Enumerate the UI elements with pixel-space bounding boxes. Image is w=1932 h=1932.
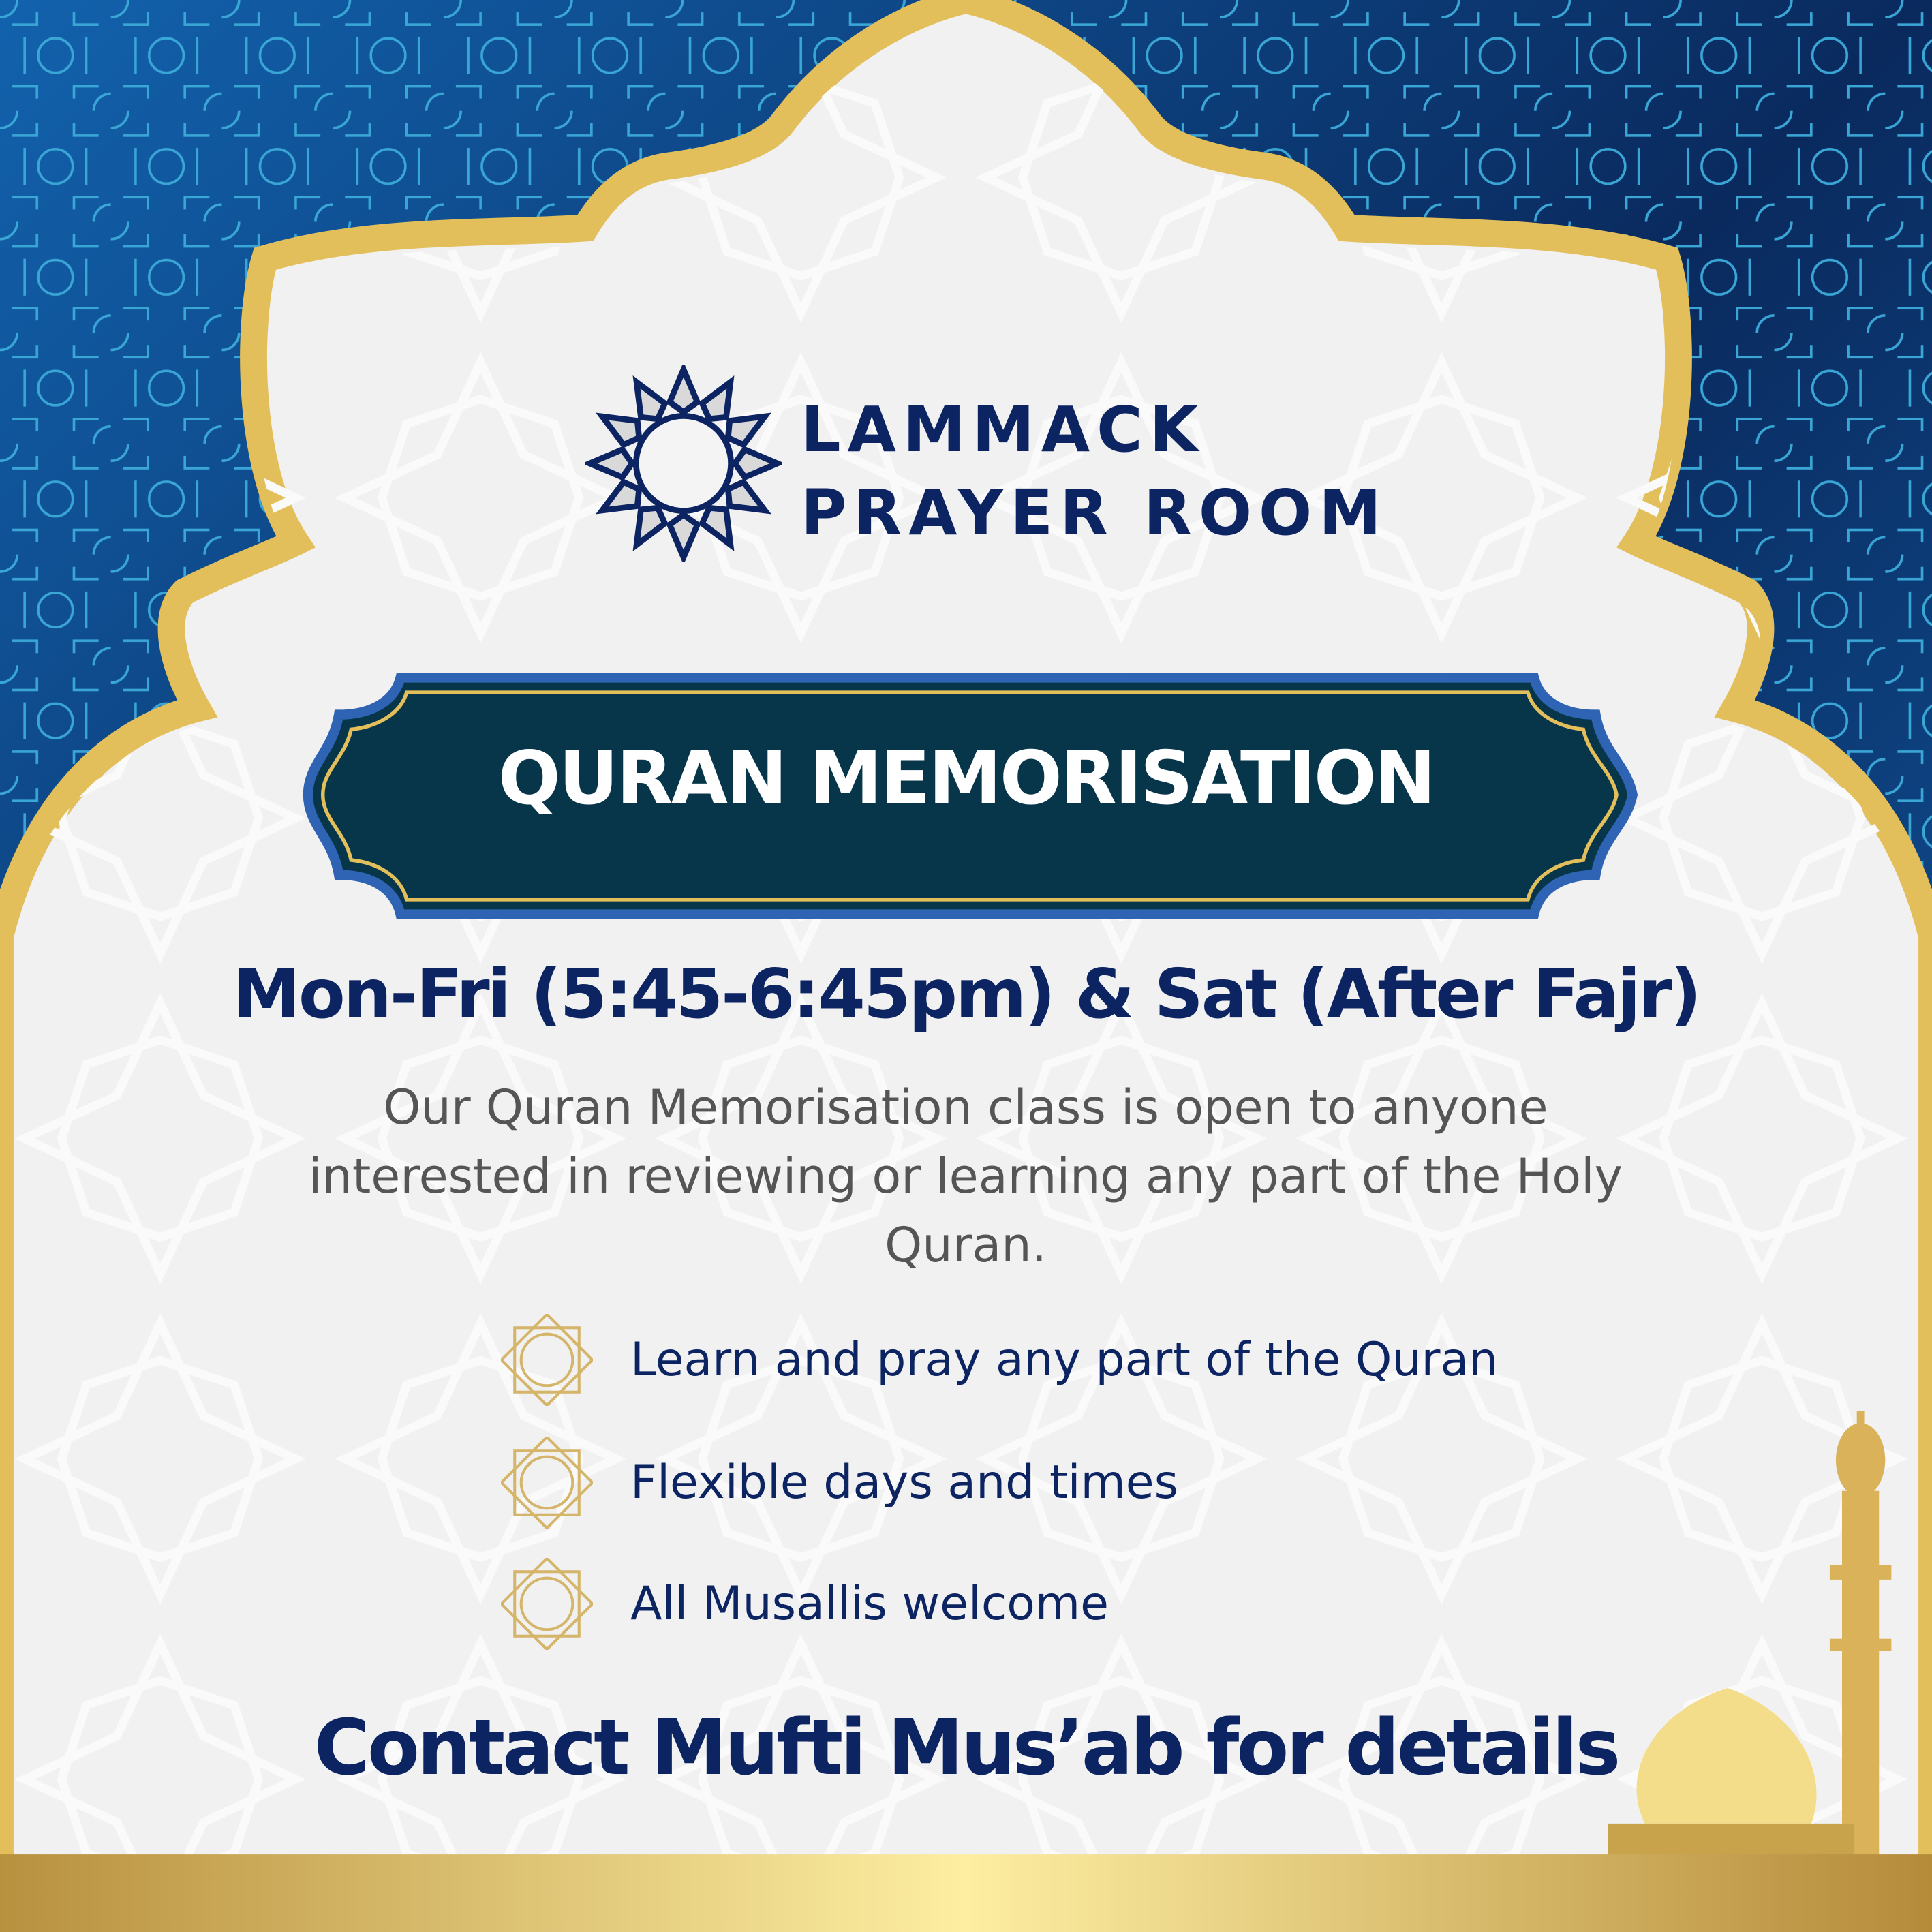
bullet-item	[501, 1312, 1498, 1407]
contact-text: Contact Mufti Mus’ab for details	[313, 1704, 1619, 1792]
description-text: Our Quran Memorisation class is open to anyone interested in reviewing or learning any part of the Holy Quran.	[309, 1079, 1623, 1273]
gold-floor-strip	[0, 1854, 1932, 1932]
schedule-text: Mon-Fri (5:45-6:45pm) & Sat (After Fajr)	[232, 954, 1700, 1034]
gold-star-frame-icon	[501, 1558, 593, 1650]
logo-text	[801, 388, 1388, 555]
bullet-item	[501, 1556, 1109, 1651]
banner-title: QURAN MEMORISATION	[497, 736, 1435, 821]
bullet-text: Flexible days and times	[630, 1455, 1179, 1509]
bullet-item	[501, 1435, 1178, 1530]
logo-line-1: LAMMACK	[801, 393, 1205, 466]
jewel-logo-icon	[585, 365, 782, 562]
bullet-text: All Musallis welcome	[630, 1576, 1109, 1631]
gold-star-frame-icon	[501, 1314, 593, 1406]
logo-line-2: PRAYER ROOM	[801, 476, 1388, 549]
gold-star-frame-icon	[501, 1437, 593, 1529]
bullet-text: Learn and pray any part of the Quran	[630, 1332, 1499, 1387]
